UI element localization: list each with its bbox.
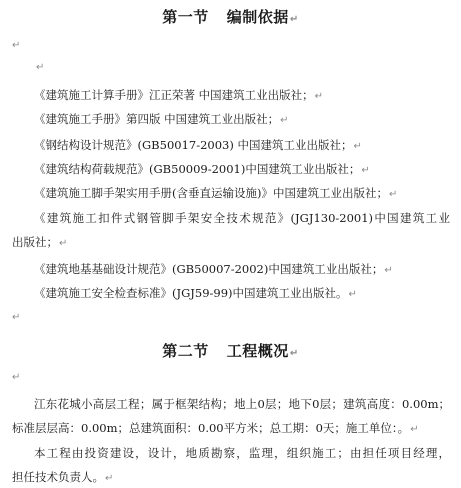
reference-line: 《建筑地基基础设计规范》(GB50007-2002)中国建筑工业出版社；↵ [34, 262, 393, 276]
section-heading-2 [0, 340, 461, 361]
paragraph-mark-icon: ↵ [59, 238, 68, 249]
section-heading-1 [0, 6, 461, 27]
paragraph-mark-icon: ↵ [12, 372, 21, 383]
section-title: 工程概况 [226, 342, 289, 360]
overview-line: 本工程由投资建设，设计，地质勘察，监理，组织施工；由担任项目经理， [34, 446, 450, 460]
section-number: 第一节 [162, 8, 209, 26]
section-title: 编制依据 [226, 8, 289, 26]
paragraph-mark-icon: ↵ [12, 40, 21, 51]
paragraph-mark-icon: ↵ [384, 265, 393, 276]
overview-line: 江东花城小高层工程；属于框架结构；地上0层；地下0层；建筑高度：0.00m； [34, 397, 450, 411]
reference-line: 《建筑结构荷载规范》(GB50009-2001)中国建筑工业出版社；↵ [34, 162, 370, 176]
paragraph-mark-icon: ↵ [410, 424, 419, 435]
paragraph-mark-icon: ↵ [388, 189, 398, 200]
reference-line: 《钢结构设计规范》(GB50017-2003) 中国建筑工业出版社；↵ [34, 138, 362, 152]
paragraph-mark-icon: ↵ [289, 14, 299, 25]
reference-line-continued: 出版社；↵ [12, 235, 68, 249]
reference-line: 《建筑施工脚手架实用手册(含垂直运输设施)》中国建筑工业出版社；↵ [34, 186, 398, 200]
overview-line: 担任技术负责人。↵ [12, 470, 114, 484]
reference-line: 《建筑施工扣件式钢管脚手架安全技术规范》(JGJ130-2001)中国建筑工业 [34, 211, 450, 225]
reference-line: 《建筑施工安全检查标准》(JGJ59-99)中国建筑工业出版社。↵ [34, 286, 357, 300]
reference-line: 《建筑施工计算手册》江正荣著 中国建筑工业出版社；↵ [34, 88, 324, 102]
paragraph-mark-icon: ↵ [280, 115, 289, 126]
overview-line: 标准层层高：0.00m；总建筑面积：0.00平方米；总工期：0天；施工单位：。↵ [12, 421, 419, 435]
paragraph-mark-icon: ↵ [105, 473, 114, 484]
paragraph-mark-icon: ↵ [361, 165, 370, 176]
paragraph-mark-icon: ↵ [348, 289, 357, 300]
section-number: 第二节 [162, 342, 209, 360]
paragraph-mark-icon: ↵ [353, 141, 362, 152]
reference-line: 《建筑施工手册》第四版 中国建筑工业出版社；↵ [34, 112, 289, 126]
paragraph-mark-icon: ↵ [12, 312, 21, 323]
paragraph-mark-icon: ↵ [36, 62, 45, 73]
paragraph-mark-icon: ↵ [314, 91, 324, 102]
paragraph-mark-icon: ↵ [289, 348, 299, 359]
